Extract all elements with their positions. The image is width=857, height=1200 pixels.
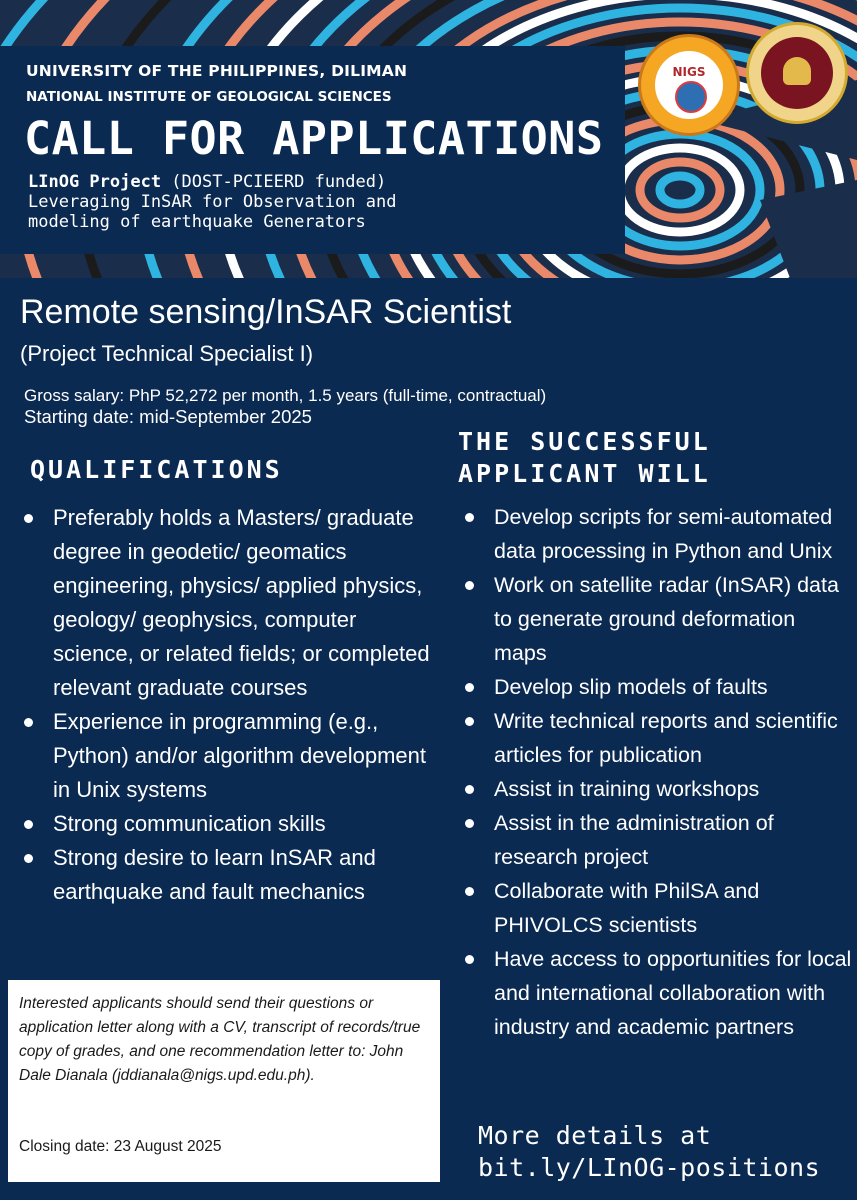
project-line-2: Leveraging InSAR for Observation and	[28, 192, 397, 212]
qualifications-list	[20, 501, 440, 909]
application-instructions-box	[8, 980, 440, 1182]
application-instructions: Interested applicants should send their questions or application letter along with a CV, transcript of records/true copy of grades, and one recommendation letter to: John Dale Dianala (jddianala@nigs.upd.edu.ph).	[19, 995, 421, 1084]
list-item: Collaborate with PhilSA and PHIVOLCS scientists	[461, 874, 853, 942]
qualifications-heading: QUALIFICATIONS	[30, 455, 283, 484]
list-item: Assist in the administration of research project	[461, 806, 853, 874]
eagle-icon	[783, 57, 811, 85]
nigs-logo	[638, 34, 740, 136]
project-line-3: modeling of earthquake Generators	[28, 212, 366, 232]
start-date: Starting date: mid-September 2025	[24, 406, 312, 427]
list-item: Develop slip models of faults	[461, 670, 853, 704]
more-details-link[interactable]: bit.ly/LInOG-positions	[478, 1153, 821, 1182]
list-item: Preferably holds a Masters/ graduate degree in geodetic/ geomatics engineering, physics/ applied physics, geology/ geophysics, computer science, or related fields; or completed relevant graduate courses	[20, 501, 440, 705]
duties-heading	[458, 426, 711, 490]
position-subtitle: (Project Technical Specialist I)	[20, 341, 314, 366]
closing-date: Closing date: 23 August 2025	[19, 1138, 222, 1155]
list-item: Assist in training workshops	[461, 772, 853, 806]
project-name: LInOG Project	[28, 172, 162, 192]
list-item: Strong communication skills	[20, 807, 440, 841]
duties-list	[461, 500, 853, 1044]
more-details-label: More details at	[478, 1121, 712, 1150]
institute-name: NATIONAL INSTITUTE OF GEOLOGICAL SCIENCES	[26, 89, 392, 105]
list-item: Strong desire to learn InSAR and earthquake and fault mechanics	[20, 841, 440, 909]
globe-icon	[675, 81, 707, 113]
headline: CALL FOR APPLICATIONS	[24, 112, 604, 165]
list-item: Have access to opportunities for local and international collaboration with industry and academic partners	[461, 942, 853, 1044]
project-funding: (DOST-PCIEERD funded)	[161, 172, 387, 192]
up-seal-logo	[746, 22, 848, 124]
position-title: Remote sensing/InSAR Scientist	[20, 293, 512, 331]
duties-heading-line-1: THE SUCCESSFUL	[458, 427, 711, 456]
salary-info: Gross salary: PhP 52,272 per month, 1.5 years (full-time, contractual)	[24, 386, 547, 405]
university-name: UNIVERSITY OF THE PHILIPPINES, DILIMAN	[26, 62, 408, 80]
list-item: Experience in programming (e.g., Python) and/or algorithm development in Unix systems	[20, 705, 440, 807]
list-item: Develop scripts for semi-automated data processing in Python and Unix	[461, 500, 853, 568]
project-description	[28, 172, 618, 232]
duties-heading-line-2: APPLICANT WILL	[458, 459, 711, 488]
more-details	[478, 1120, 820, 1184]
list-item: Write technical reports and scientific articles for publication	[461, 704, 853, 772]
list-item: Work on satellite radar (InSAR) data to generate ground deformation maps	[461, 568, 853, 670]
nigs-logo-label: NIGS	[672, 65, 706, 79]
